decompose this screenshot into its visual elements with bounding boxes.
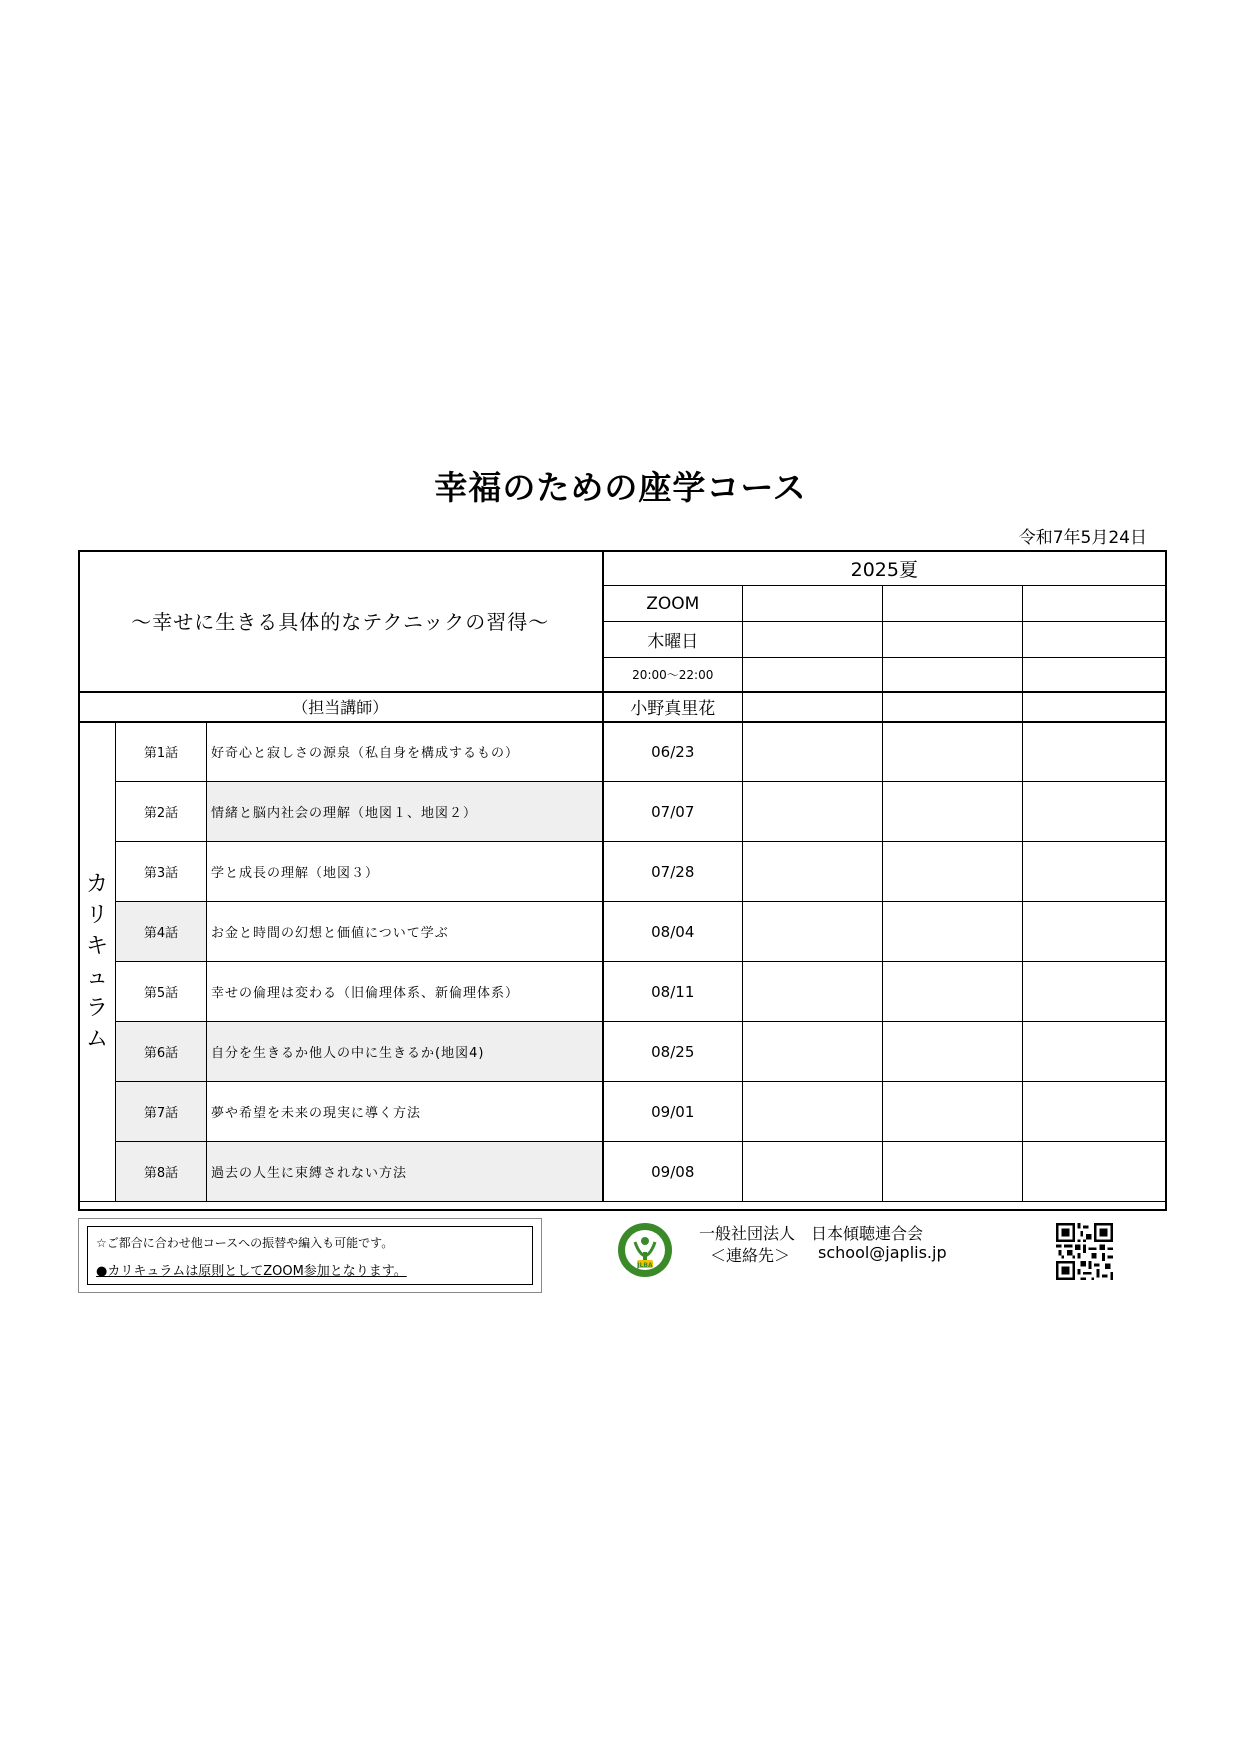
- empty-cell: [743, 1142, 883, 1202]
- lesson-date: 08/25: [603, 1022, 743, 1082]
- lesson-number: 第6話: [116, 1022, 207, 1082]
- curriculum-char: リ: [85, 902, 108, 928]
- organization-logo: [617, 1222, 673, 1278]
- lesson-date: 08/04: [603, 902, 743, 962]
- empty-cell: [883, 962, 1023, 1022]
- empty-cell: [743, 622, 883, 658]
- empty-cell: [1023, 658, 1166, 692]
- curriculum-char: ラ: [85, 995, 108, 1021]
- curriculum-char: カ: [85, 871, 108, 897]
- lesson-number: 第4話: [116, 902, 207, 962]
- issue-date: 令和7年5月24日: [1018, 528, 1147, 548]
- empty-cell: [883, 622, 1023, 658]
- lesson-date: 06/23: [603, 722, 743, 782]
- lesson-number: 第5話: [116, 962, 207, 1022]
- lesson-number: 第2話: [116, 782, 207, 842]
- empty-cell: [1023, 1082, 1166, 1142]
- lesson-title: 情緒と脳内社会の理解（地図１、地図２）: [207, 782, 603, 842]
- empty-cell: [1023, 902, 1166, 962]
- lesson-date: 09/08: [603, 1142, 743, 1202]
- empty-cell: [1023, 692, 1166, 722]
- curriculum-char: ュ: [85, 964, 108, 990]
- time-cell: 20:00～22:00: [603, 658, 743, 692]
- curriculum-char: キ: [85, 933, 108, 959]
- curriculum-char: ム: [85, 1026, 108, 1052]
- empty-cell: [1023, 842, 1166, 902]
- lesson-title: 好奇心と寂しさの源泉（私自身を構成するもの）: [207, 722, 603, 782]
- lesson-date: 08/11: [603, 962, 743, 1022]
- empty-cell: [743, 1022, 883, 1082]
- empty-cell: [883, 902, 1023, 962]
- lesson-date: 09/01: [603, 1082, 743, 1142]
- note-zoom: ●カリキュラムは原則としてZOOM参加となります。: [96, 1264, 407, 1279]
- lesson-title: 自分を生きるか他人の中に生きるか(地図4): [207, 1022, 603, 1082]
- notes-inner-box: [87, 1226, 533, 1285]
- lesson-date: 07/07: [603, 782, 743, 842]
- lesson-title: 幸せの倫理は変わる（旧倫理体系、新倫理体系）: [207, 962, 603, 1022]
- term-header: 2025夏: [603, 551, 1166, 586]
- day-cell: 木曜日: [603, 622, 743, 658]
- lesson-number: 第1話: [116, 722, 207, 782]
- empty-cell: [883, 782, 1023, 842]
- curriculum-label: [79, 722, 116, 1202]
- instructor-label: （担当講師）: [79, 692, 603, 722]
- lesson-number: 第7話: [116, 1082, 207, 1142]
- notes-box: [78, 1218, 542, 1293]
- empty-cell: [883, 1022, 1023, 1082]
- empty-cell: [1023, 782, 1166, 842]
- empty-cell: [743, 722, 883, 782]
- lesson-title: 過去の人生に束縛されない方法: [207, 1142, 603, 1202]
- lesson-title: お金と時間の幻想と価値について学ぶ: [207, 902, 603, 962]
- empty-cell: [883, 692, 1023, 722]
- empty-cell: [883, 658, 1023, 692]
- empty-cell: [883, 842, 1023, 902]
- course-subtitle: ～幸せに生きる具体的なテクニックの習得～: [79, 551, 603, 692]
- lesson-number: 第8話: [116, 1142, 207, 1202]
- contact-email[interactable]: school@japlis.jp: [818, 1243, 947, 1262]
- qr-code[interactable]: [1056, 1223, 1113, 1280]
- lesson-title: 夢や希望を未来の現実に導く方法: [207, 1082, 603, 1142]
- schedule-table: [78, 550, 1166, 1202]
- empty-cell: [743, 962, 883, 1022]
- empty-cell: [1023, 722, 1166, 782]
- empty-cell: [743, 842, 883, 902]
- empty-cell: [1023, 1142, 1166, 1202]
- logo-text: JLBA: [637, 1262, 653, 1269]
- organization-name: 一般社団法人 日本傾聴連合会: [699, 1224, 924, 1243]
- instructor-name: 小野真里花: [603, 692, 743, 722]
- empty-cell: [743, 902, 883, 962]
- contact-label: ＜連絡先＞: [710, 1246, 791, 1265]
- empty-cell: [883, 1142, 1023, 1202]
- empty-cell: [883, 722, 1023, 782]
- page-title: 幸福のための座学コース: [434, 468, 807, 507]
- lesson-date: 07/28: [603, 842, 743, 902]
- empty-cell: [883, 586, 1023, 622]
- empty-cell: [1023, 1022, 1166, 1082]
- empty-cell: [743, 658, 883, 692]
- empty-cell: [743, 692, 883, 722]
- empty-cell: [743, 586, 883, 622]
- note-transfer: ☆ご都合に合わせ他コースへの振替や編入も可能です。: [96, 1236, 394, 1250]
- empty-cell: [1023, 962, 1166, 1022]
- lesson-number: 第3話: [116, 842, 207, 902]
- empty-cell: [1023, 622, 1166, 658]
- empty-cell: [743, 782, 883, 842]
- format-cell: ZOOM: [603, 586, 743, 622]
- empty-cell: [1023, 586, 1166, 622]
- empty-cell: [883, 1082, 1023, 1142]
- lesson-title: 学と成長の理解（地図３）: [207, 842, 603, 902]
- empty-cell: [743, 1082, 883, 1142]
